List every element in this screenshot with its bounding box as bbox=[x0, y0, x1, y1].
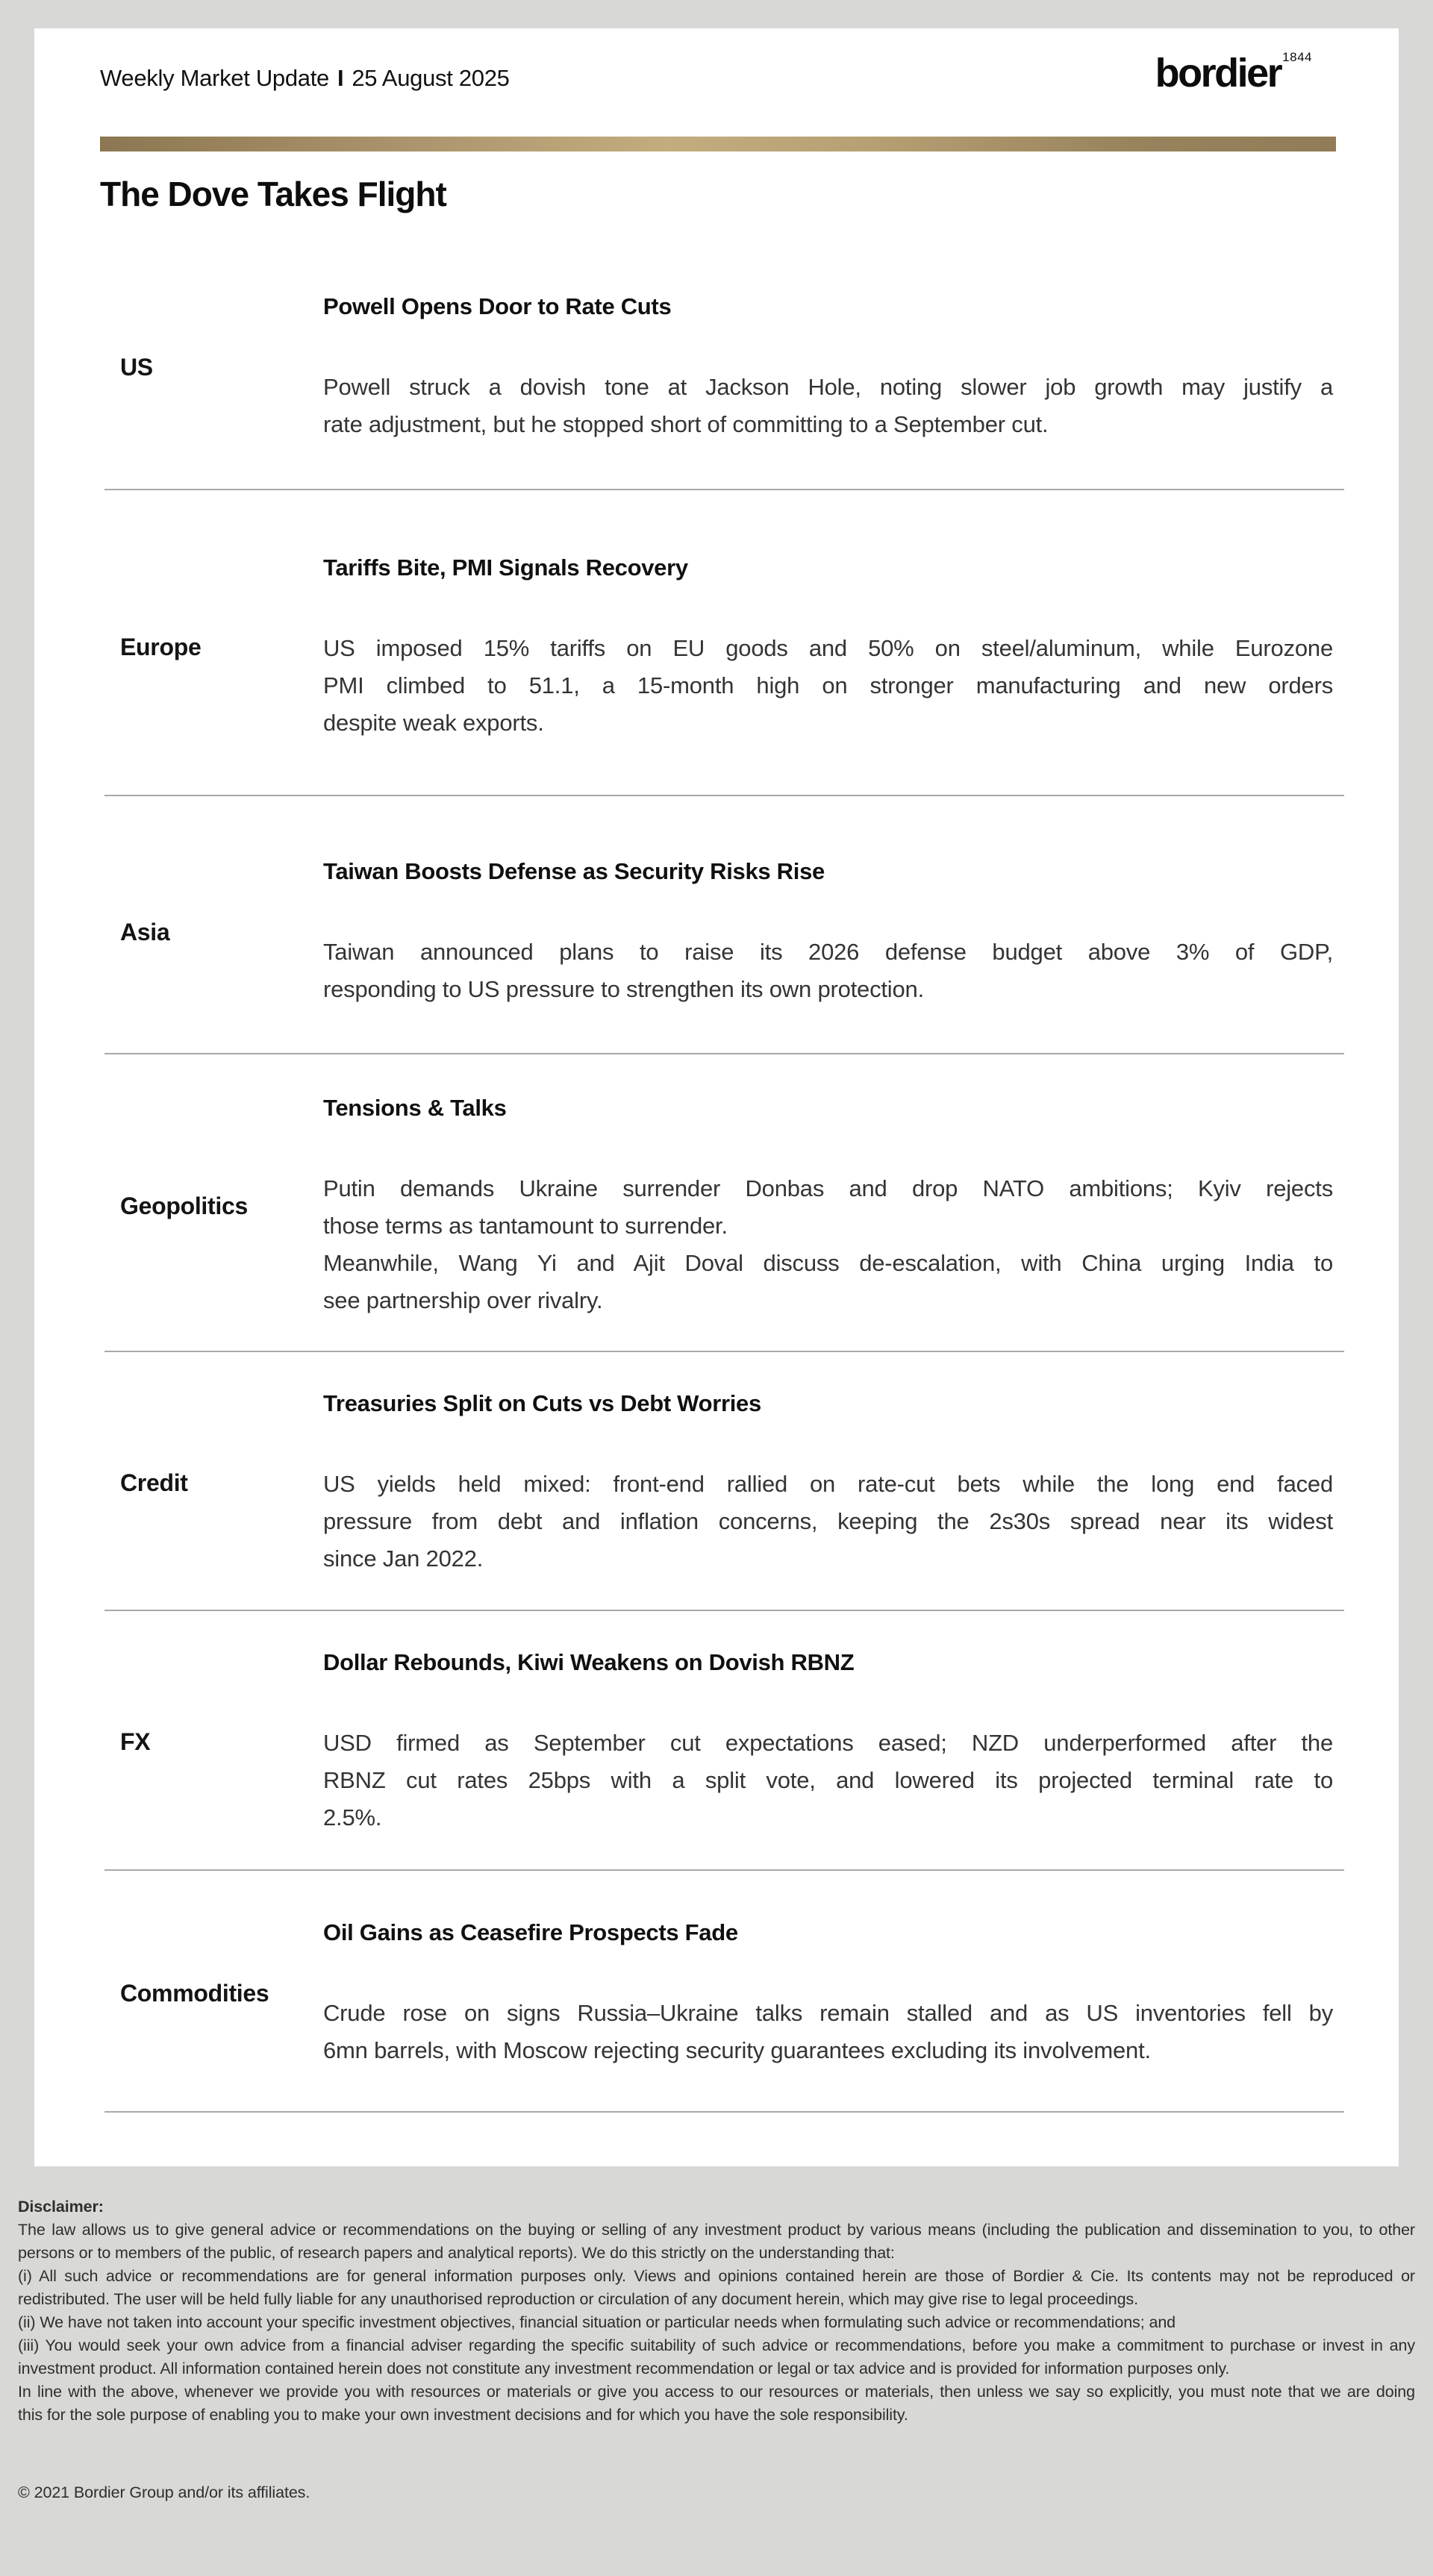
text-line: those terms as tantamount to surrender. bbox=[323, 1213, 728, 1239]
text-line: Meanwhile, Wang Yi and Ajit Doval discuss de-escalation, with China urging India to bbox=[323, 1250, 1333, 1276]
section-content bbox=[323, 553, 1344, 742]
header-date: 25 August 2025 bbox=[352, 65, 510, 91]
page bbox=[0, 28, 1433, 2576]
section-body bbox=[323, 369, 1333, 443]
sections-list bbox=[104, 240, 1344, 2113]
section-label: Asia bbox=[120, 919, 170, 945]
text-line: (iii) You would seek your own advice from a financial adviser regarding the specific suitability of such advice or recommendations, before you make a commitment to purchase or invest in any bbox=[18, 2336, 1415, 2354]
text-line: see partnership over rivalry. bbox=[323, 1287, 603, 1313]
section-body bbox=[323, 934, 1333, 1008]
section-headline: Treasuries Split on Cuts vs Debt Worries bbox=[323, 1390, 761, 1416]
section-label: Europe bbox=[120, 634, 202, 660]
text-line: despite weak exports. bbox=[323, 710, 544, 736]
section-row-europe bbox=[104, 490, 1344, 796]
text-line: pressure from debt and inflation concerns, keeping the 2s30s spread near its widest bbox=[323, 1508, 1333, 1534]
disclaimer-body bbox=[18, 2219, 1415, 2427]
section-content bbox=[323, 1648, 1344, 1836]
text-line: Powell struck a dovish tone at Jackson Hole, noting slower job growth may justify a bbox=[323, 374, 1333, 400]
text-line: (ii) We have not taken into account your specific investment objectives, financial situation or particular needs when formulating such advice or recommendations; and bbox=[18, 2313, 1176, 2331]
section-content bbox=[323, 1093, 1344, 1319]
text-line: since Jan 2022. bbox=[323, 1545, 484, 1572]
section-body bbox=[323, 1170, 1333, 1319]
text-line: (i) All such advice or recommendations are for general information purposes only. Views and opinions contained herein are those of Bordier & Cie. Its contents may not be reproduced or bbox=[18, 2267, 1415, 2285]
text-line: The law allows us to give general advice or recommendations on the buying or selling of any investment product by various means (including the publication and dissemination to you, to other bbox=[18, 2221, 1415, 2239]
text-line: persons or to members of the public, of research papers and analytical reports). We do this strictly on the understanding that: bbox=[18, 2244, 895, 2262]
section-body bbox=[323, 1725, 1333, 1836]
section-row-fx bbox=[104, 1611, 1344, 1871]
text-line: Putin demands Ukraine surrender Donbas and drop NATO ambitions; Kyiv rejects bbox=[323, 1175, 1333, 1201]
newsletter-card bbox=[34, 28, 1399, 2166]
text-line: US yields held mixed: front-end rallied on rate-cut bets while the long end faced bbox=[323, 1471, 1333, 1497]
section-content bbox=[323, 292, 1344, 443]
text-line: rate adjustment, but he stopped short of committing to a September cut. bbox=[323, 411, 1049, 437]
header-title-line bbox=[100, 62, 510, 95]
bordier-logo bbox=[1155, 50, 1336, 96]
section-label: FX bbox=[120, 1728, 151, 1755]
section-content bbox=[323, 1918, 1344, 2069]
section-label: Credit bbox=[120, 1469, 188, 1496]
section-label: US bbox=[120, 354, 153, 381]
gold-divider-bar bbox=[100, 137, 1336, 151]
section-body bbox=[323, 1995, 1333, 2069]
section-headline: Powell Opens Door to Rate Cuts bbox=[323, 293, 672, 319]
section-label: Geopolitics bbox=[120, 1192, 248, 1219]
text-line: this for the sole purpose of enabling you to make your own investment decisions and for which you have the sole responsibility. bbox=[18, 2406, 908, 2424]
text-line: 2.5%. bbox=[323, 1804, 382, 1831]
logo-wordmark: bordier bbox=[1155, 51, 1281, 96]
text-line: Taiwan announced plans to raise its 2026 defense budget above 3% of GDP, bbox=[323, 939, 1333, 965]
footer-copyright: © 2021 Bordier Group and/or its affiliates. bbox=[18, 2483, 310, 2501]
section-headline: Dollar Rebounds, Kiwi Weakens on Dovish RBNZ bbox=[323, 1649, 855, 1675]
logo-year: 1844 bbox=[1282, 50, 1312, 64]
header bbox=[100, 50, 1336, 123]
text-line: In line with the above, whenever we provide you with resources or materials or give you access to our resources or materials, then unless we say so explicitly, you must note that we are doing bbox=[18, 2383, 1415, 2401]
text-line: responding to US pressure to strengthen its own protection. bbox=[323, 976, 924, 1002]
section-headline: Tariffs Bite, PMI Signals Recovery bbox=[323, 554, 688, 581]
disclaimer bbox=[0, 2166, 1433, 2427]
section-label: Commodities bbox=[120, 1980, 269, 2007]
text-line: US imposed 15% tariffs on EU goods and 50% on steel/aluminum, while Eurozone bbox=[323, 635, 1333, 661]
text-line: PMI climbed to 51.1, a 15-month high on stronger manufacturing and new orders bbox=[323, 672, 1333, 698]
text-line: Crude rose on signs Russia–Ukraine talks remain stalled and as US inventories fell by bbox=[323, 2000, 1333, 2026]
section-content bbox=[323, 857, 1344, 1008]
text-line: RBNZ cut rates 25bps with a split vote, and lowered its projected terminal rate to bbox=[323, 1767, 1333, 1793]
disclaimer-title: Disclaimer: bbox=[18, 2198, 104, 2216]
section-row-asia bbox=[104, 796, 1344, 1054]
section-row-commodities bbox=[104, 1871, 1344, 2113]
page-title: The Dove Takes Flight bbox=[100, 175, 446, 213]
section-body bbox=[323, 1466, 1333, 1578]
section-row-credit bbox=[104, 1352, 1344, 1611]
section-row-us bbox=[104, 240, 1344, 490]
text-line: investment product. All information contained herein does not constitute any investment recommendation or legal or tax advice and is provided for information purposes only. bbox=[18, 2360, 1230, 2378]
text-line: USD firmed as September cut expectations eased; NZD underperformed after the bbox=[323, 1730, 1333, 1756]
section-body bbox=[323, 630, 1333, 742]
header-separator: I bbox=[337, 65, 344, 91]
section-row-geopolitics bbox=[104, 1054, 1344, 1352]
section-headline: Oil Gains as Ceasefire Prospects Fade bbox=[323, 1919, 738, 1945]
section-headline: Taiwan Boosts Defense as Security Risks Rise bbox=[323, 858, 825, 884]
section-headline: Tensions & Talks bbox=[323, 1095, 507, 1121]
section-content bbox=[323, 1389, 1344, 1578]
text-line: 6mn barrels, with Moscow rejecting security guarantees excluding its involvement. bbox=[323, 2037, 1151, 2063]
header-title: Weekly Market Update bbox=[100, 65, 329, 91]
text-line: redistributed. The user will be held fully liable for any unauthorised reproduction or circulation of any document herein, which may give rise to legal proceedings. bbox=[18, 2290, 1138, 2308]
